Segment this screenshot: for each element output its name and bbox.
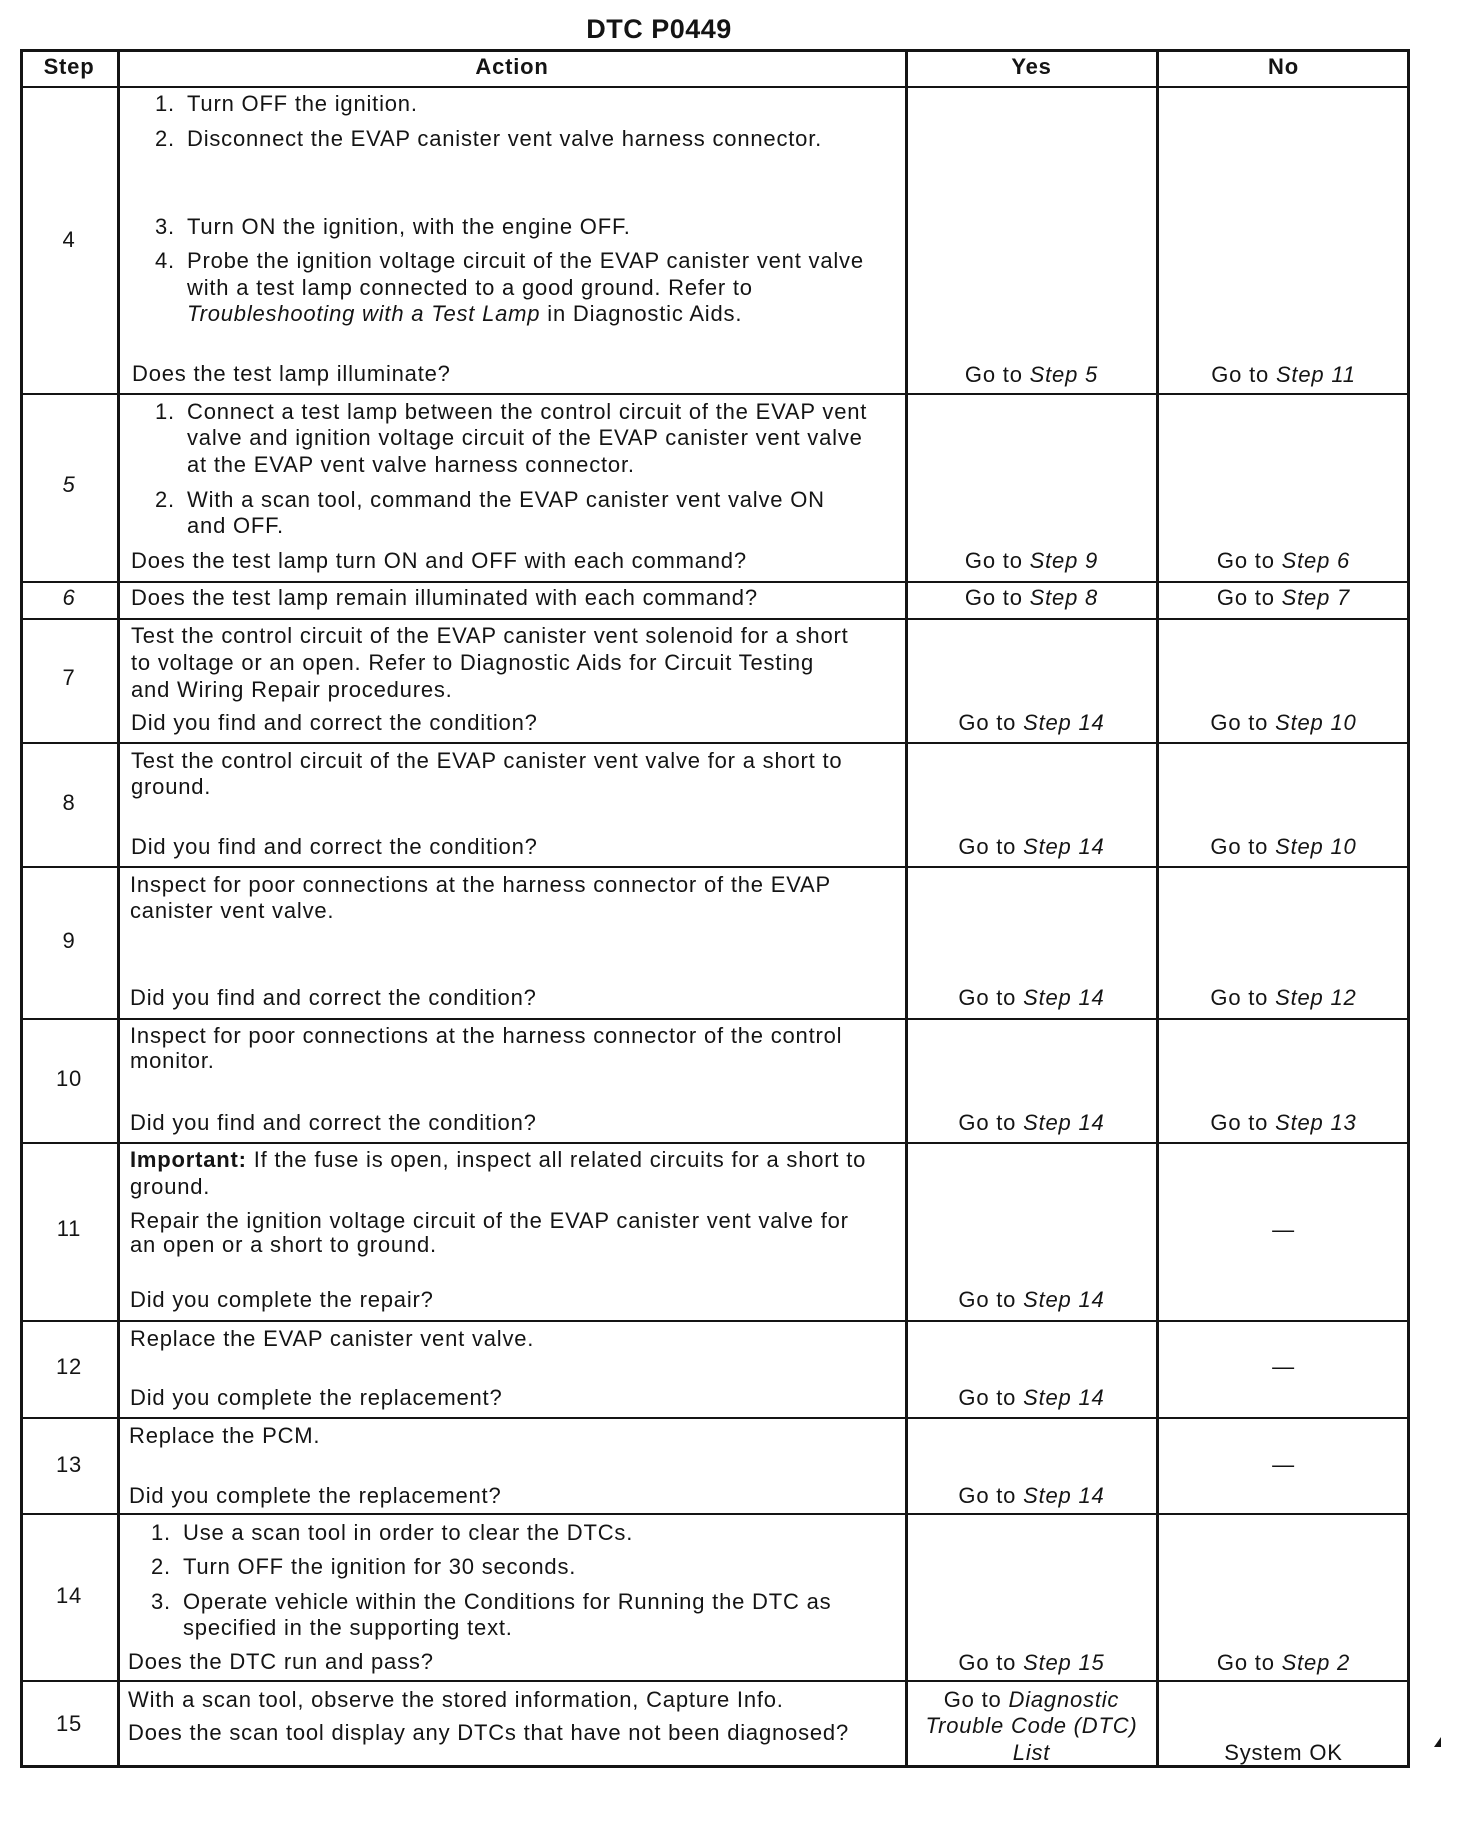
action-text: monitor.: [130, 1048, 215, 1073]
item-number: 4.: [155, 248, 175, 273]
goto-label: Go to: [958, 1110, 1017, 1135]
step-reference: Step 14: [1023, 710, 1105, 735]
goto-label: Go to: [958, 710, 1017, 735]
action-question: Did you find and correct the condition?: [130, 1110, 537, 1135]
table-row-step-10: [20, 1018, 1410, 1142]
goto-label: Go to: [1216, 548, 1275, 573]
step-reference: Step 14: [1023, 834, 1105, 859]
step-number: 8: [62, 790, 76, 815]
goto-label: Go to: [1210, 1110, 1269, 1135]
step-number: 13: [55, 1452, 83, 1477]
table-row-step-14: [20, 1513, 1410, 1680]
goto-label: Go to: [964, 585, 1023, 610]
yes-cell: [906, 1110, 1157, 1136]
important-note: [130, 1147, 866, 1173]
goto-label: Go to: [964, 548, 1023, 573]
step-reference: Step 2: [1281, 1650, 1351, 1675]
reference-title: Troubleshooting with a Test Lamp: [187, 301, 541, 326]
item-text: With a scan tool, command the EVAP canister vent valve ON: [187, 487, 825, 512]
step-reference: Step 13: [1275, 1110, 1357, 1135]
yes-cell: [906, 1687, 1157, 1713]
yes-cell: [906, 1385, 1157, 1411]
action-question: Does the test lamp turn ON and OFF with each command?: [131, 548, 747, 573]
step-number: 5: [62, 472, 76, 497]
page-title: DTC P0449: [586, 14, 732, 44]
item-number: 1.: [155, 91, 175, 116]
step-reference: Step 11: [1275, 362, 1356, 387]
item-text-continued: and OFF.: [187, 513, 284, 538]
step-reference: Step 12: [1275, 985, 1357, 1010]
action-question: Did you complete the replacement?: [129, 1483, 502, 1508]
scan-mark-icon: [1434, 1737, 1441, 1747]
step-number: 10: [55, 1066, 83, 1091]
action-question: Did you complete the replacement?: [130, 1385, 503, 1410]
action-question: Does the scan tool display any DTCs that have not been diagnosed?: [128, 1720, 849, 1745]
goto-label: Go to: [1210, 985, 1269, 1010]
table-row-step-13: [20, 1417, 1410, 1513]
no-cell: [1157, 985, 1410, 1011]
step-reference: Step 7: [1281, 585, 1351, 610]
action-item: [155, 126, 822, 152]
table-row-step-12: [20, 1320, 1410, 1417]
no-cell: —: [1272, 1354, 1295, 1379]
no-cell: [1157, 834, 1410, 860]
header-yes: Yes: [1011, 54, 1052, 79]
yes-cell: [906, 834, 1157, 860]
step-reference: Step 14: [1023, 1385, 1105, 1410]
item-text-continued: specified in the supporting text.: [183, 1615, 513, 1640]
yes-cell: [906, 362, 1157, 388]
step-reference: Step 6: [1281, 548, 1351, 573]
action-item: [155, 399, 867, 425]
item-number: 1.: [155, 399, 175, 424]
yes-cell: [906, 1650, 1157, 1676]
goto-label: Go to: [958, 1385, 1017, 1410]
item-number: 1.: [151, 1520, 171, 1545]
action-question: Does the test lamp remain illuminated with each command?: [131, 585, 758, 610]
step-reference: Step 5: [1029, 362, 1099, 387]
action-text: canister vent valve.: [130, 898, 335, 923]
no-cell: [1157, 1110, 1410, 1136]
yes-cell: [906, 710, 1157, 736]
item-number: 3.: [155, 214, 175, 239]
table-header-row: [20, 49, 1410, 86]
action-text: Replace the EVAP canister vent valve.: [130, 1326, 535, 1351]
item-text: Connect a test lamp between the control circuit of the EVAP vent: [187, 399, 868, 424]
step-reference: Step 15: [1023, 1650, 1105, 1675]
goto-label: Go to: [1211, 362, 1270, 387]
goto-label: Go to: [1210, 710, 1269, 735]
step-number: 6: [62, 585, 76, 610]
item-text: Use a scan tool in order to clear the DTCs.: [183, 1520, 634, 1545]
action-text: Test the control circuit of the EVAP canister vent valve for a short to: [131, 748, 843, 773]
goto-label: Go to: [958, 1287, 1017, 1312]
goto-label: Go to: [1210, 834, 1269, 859]
item-text: Turn OFF the ignition for 30 seconds.: [183, 1554, 577, 1579]
no-cell: [1157, 362, 1410, 388]
action-text: and Wiring Repair procedures.: [131, 677, 453, 702]
step-number: 7: [62, 665, 76, 690]
reference-tail: in Diagnostic Aids.: [547, 301, 743, 326]
yes-cell: [906, 1287, 1157, 1313]
item-text-continued: with a test lamp connected to a good ground. Refer to: [187, 275, 753, 300]
step-reference: Step 10: [1275, 834, 1357, 859]
action-item: [155, 214, 631, 240]
reference-title: Diagnostic: [1008, 1687, 1120, 1712]
item-text: Disconnect the EVAP canister vent valve harness connector.: [187, 126, 823, 151]
step-reference: Step 14: [1023, 985, 1105, 1010]
action-text: With a scan tool, observe the stored information, Capture Info.: [128, 1687, 784, 1712]
item-text: Probe the ignition voltage circuit of the EVAP canister vent valve: [187, 248, 864, 273]
goto-label: Go to: [964, 362, 1023, 387]
item-text-continued: valve and ignition voltage circuit of the EVAP canister vent valve: [187, 425, 863, 450]
action-text: Test the control circuit of the EVAP canister vent solenoid for a short: [131, 623, 849, 648]
step-reference: Step 8: [1029, 585, 1099, 610]
step-number: 9: [62, 928, 76, 953]
table-row-step-5: [20, 393, 1410, 581]
item-text-continued: at the EVAP vent valve harness connector.: [187, 452, 635, 477]
action-item: [155, 487, 825, 513]
no-cell: —: [1272, 1452, 1295, 1477]
item-number: 2.: [151, 1554, 171, 1579]
table-row-step-4: [20, 86, 1410, 393]
step-number: 11: [56, 1216, 82, 1241]
no-cell: [1157, 710, 1410, 736]
step-number: 14: [55, 1583, 83, 1608]
column-divider: [1156, 49, 1159, 1768]
action-item: [151, 1589, 831, 1615]
action-text: Replace the PCM.: [129, 1423, 321, 1448]
step-reference: Step 14: [1023, 1483, 1105, 1508]
action-item: [155, 248, 864, 274]
item-number: 3.: [151, 1589, 171, 1614]
table-row-step-6: [20, 581, 1410, 618]
goto-label: Go to: [958, 1650, 1017, 1675]
table-row-step-11: [20, 1142, 1410, 1320]
action-question: Does the test lamp illuminate?: [132, 361, 451, 386]
item-number: 2.: [155, 126, 175, 151]
header-no: No: [1268, 54, 1299, 79]
step-reference: Step 10: [1275, 710, 1357, 735]
table-row-step-8: [20, 742, 1410, 866]
action-question: Did you find and correct the condition?: [131, 710, 538, 735]
important-text: If the fuse is open, inspect all related circuits for a short to: [253, 1147, 867, 1172]
step-reference: Step 14: [1023, 1287, 1105, 1312]
action-text: ground.: [131, 774, 212, 799]
table-row-step-9: [20, 866, 1410, 1018]
action-text: Inspect for poor connections at the harness connector of the control: [130, 1023, 843, 1048]
goto-label: Go to: [943, 1687, 1002, 1712]
diagnostic-table: [20, 49, 1410, 1768]
step-reference: Step 9: [1029, 548, 1099, 573]
goto-label: Go to: [958, 834, 1017, 859]
step-number: 12: [55, 1354, 83, 1379]
action-text: to voltage or an open. Refer to Diagnostic Aids for Circuit Testing: [131, 650, 814, 675]
item-text-continued: [187, 301, 742, 327]
step-reference: Step 14: [1023, 1110, 1105, 1135]
action-item: [151, 1520, 633, 1546]
reference-title-continued: List: [1012, 1740, 1051, 1765]
action-question: Did you complete the repair?: [130, 1287, 434, 1312]
no-cell: [1157, 1650, 1410, 1676]
goto-label: Go to: [1216, 585, 1275, 610]
no-cell: System OK: [1224, 1740, 1343, 1765]
header-action: Action: [475, 54, 549, 79]
item-text: Operate vehicle within the Conditions for Running the DTC as: [183, 1589, 832, 1614]
item-number: 2.: [155, 487, 175, 512]
action-question: Did you find and correct the condition?: [131, 834, 538, 859]
yes-cell: [906, 548, 1157, 574]
important-label: Important:: [130, 1147, 247, 1172]
action-item: [151, 1554, 576, 1580]
step-number: 15: [55, 1711, 83, 1736]
column-divider: [905, 49, 908, 1768]
yes-cell: [906, 985, 1157, 1011]
column-divider: [117, 49, 120, 1768]
no-cell: [1157, 585, 1410, 611]
item-text: Turn ON the ignition, with the engine OFF.: [187, 214, 631, 239]
no-cell: —: [1272, 1217, 1295, 1242]
yes-cell: [906, 1483, 1157, 1509]
step-number: 4: [62, 227, 76, 252]
action-item: [155, 91, 418, 117]
action-text: an open or a short to ground.: [130, 1232, 437, 1257]
goto-label: Go to: [958, 1483, 1017, 1508]
item-text: Turn OFF the ignition.: [187, 91, 418, 116]
action-text: Repair the ignition voltage circuit of the EVAP canister vent valve for: [130, 1208, 849, 1233]
table-row-step-15: [20, 1680, 1410, 1768]
action-text: Inspect for poor connections at the harness connector of the EVAP: [130, 872, 831, 897]
yes-cell: [906, 585, 1157, 611]
header-step: Step: [43, 54, 95, 79]
goto-label: Go to: [958, 985, 1017, 1010]
table-row-step-7: [20, 618, 1410, 742]
action-question: Does the DTC run and pass?: [128, 1649, 434, 1674]
goto-label: Go to: [1216, 1650, 1275, 1675]
reference-title-continued: Trouble Code (DTC): [925, 1713, 1138, 1738]
action-question: Did you find and correct the condition?: [130, 985, 537, 1010]
important-text-continued: ground.: [130, 1174, 211, 1199]
no-cell: [1157, 548, 1410, 574]
